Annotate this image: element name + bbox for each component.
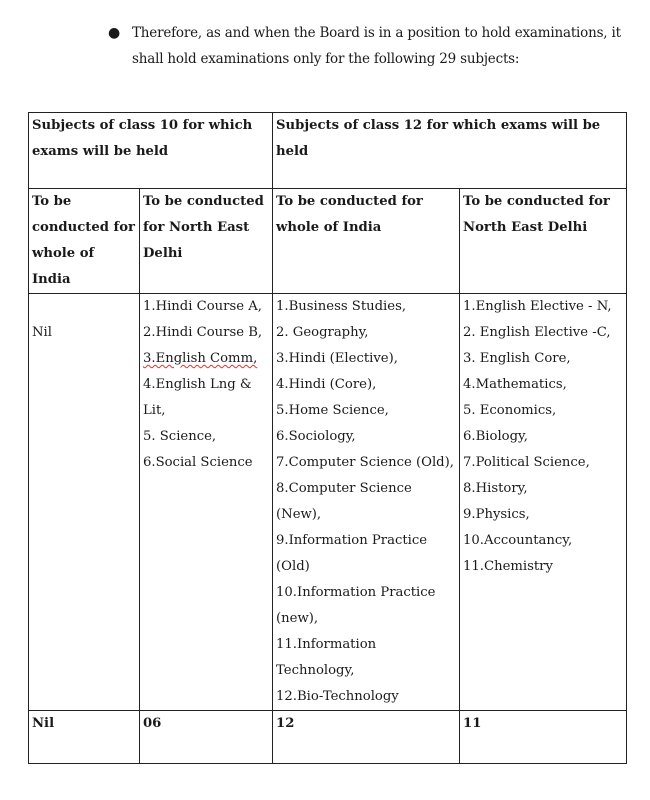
list-item: 6.Sociology, [276, 429, 356, 444]
list-item: 12.Bio-Technology [276, 689, 399, 704]
list-item: 5. Economics, [463, 403, 557, 418]
list-item: 7.Computer Science (Old), [276, 455, 454, 470]
list-item: 6.Social Science [143, 455, 253, 470]
list-item: 4.Hindi (Core), [276, 377, 377, 392]
list-item: 1.Business Studies, [276, 299, 407, 314]
total-class10-ne-delhi: 06 [140, 711, 273, 764]
list-item: 10.Accountancy, [463, 533, 573, 548]
list-item: 3.Hindi (Elective), [276, 351, 398, 366]
list-item: 9.Information Practice (Old) [276, 533, 428, 574]
list-item: 1.Hindi Course A, [143, 299, 262, 314]
class12-header: Subjects of class 12 for which exams will be held [273, 113, 627, 189]
list-item: 8.History, [463, 481, 528, 496]
class10-header: Subjects of class 10 for which exams will be held [29, 113, 273, 189]
total-class12-india: 12 [273, 711, 460, 764]
list-item: 11.Chemistry [463, 559, 553, 574]
class12-india-list [273, 294, 460, 711]
bullet-line-2: shall hold examinations only for the following 29 subjects: [132, 51, 520, 67]
bullet-paragraph [108, 20, 638, 72]
list-item: 9.Physics, [463, 507, 530, 522]
list-item: 2. English Elective -C, [463, 325, 611, 340]
subjects-row [29, 294, 627, 711]
sub-header-class10-india: To be conducted for whole of India [29, 189, 140, 294]
class-header-row [29, 113, 627, 189]
subjects-table [28, 112, 627, 764]
sub-header-row [29, 189, 627, 294]
class10-india-cell: Nil [29, 294, 140, 711]
list-item: 3. English Core, [463, 351, 571, 366]
bullet-text [132, 20, 638, 72]
list-item: 11.Information Technology, [276, 637, 377, 678]
list-item: 3.English Comm, [143, 351, 258, 366]
total-class12-ne-delhi: 11 [460, 711, 627, 764]
list-item: 4.English Lng & Lit, [143, 377, 252, 418]
bullet-point-icon: ● [108, 25, 121, 41]
bullet-line-1: Therefore, as and when the Board is in a position to hold examinations, it [132, 25, 621, 41]
sub-header-class12-india: To be conducted for whole of India [273, 189, 460, 294]
list-item: 2. Geography, [276, 325, 369, 340]
list-item: 5.Home Science, [276, 403, 389, 418]
total-class10-india: Nil [29, 711, 140, 764]
list-item: 7.Political Science, [463, 455, 590, 470]
sub-header-class12-ne-delhi: To be conducted for North East Delhi [460, 189, 627, 294]
list-item: 1.English Elective - N, [463, 299, 612, 314]
list-item: 2.Hindi Course B, [143, 325, 263, 340]
list-item: 10.Information Practice (new), [276, 585, 436, 626]
list-item: 5. Science, [143, 429, 217, 444]
list-item: 6.Biology, [463, 429, 528, 444]
list-item: 8.Computer Science (New), [276, 481, 412, 522]
class10-ne-delhi-list [140, 294, 273, 711]
class12-ne-delhi-list [460, 294, 627, 711]
list-item: 4.Mathematics, [463, 377, 567, 392]
sub-header-class10-ne-delhi: To be conducted for North East Delhi [140, 189, 273, 294]
totals-row [29, 711, 627, 764]
